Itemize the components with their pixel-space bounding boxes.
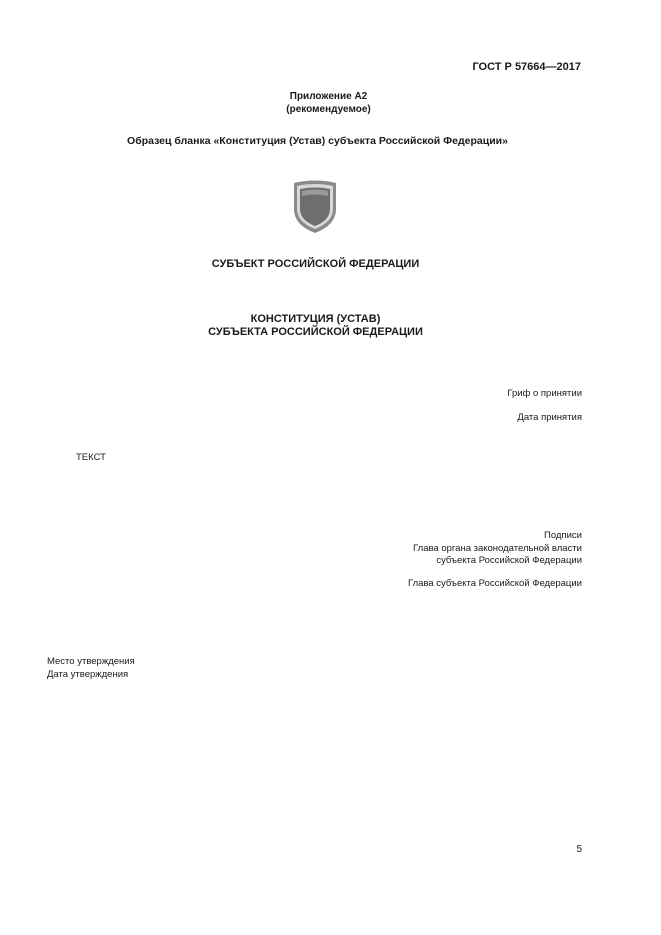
subject-heading-text: СУБЪЕКТ РОССИЙСКОЙ ФЕДЕРАЦИИ [211,258,420,270]
subject-heading [0,258,661,270]
appendix-subtitle: (рекомендуемое) [286,104,371,115]
coat-of-arms-shield-icon [292,179,338,234]
page-number: 5 [576,844,582,855]
sample-title-text: Образец бланка «Конституция (Устав) субъекта Российской Федерации» [127,135,508,147]
appendix-title: Приложение А2 [289,91,368,102]
document-code: ГОСТ Р 57664—2017 [472,61,581,73]
adoption-block [507,388,582,401]
signature-head-block [408,578,582,591]
document-title-line1: КОНСТИТУЦИЯ (УСТАВ) [250,313,381,325]
body-text-placeholder: ТЕКСТ [76,452,106,463]
signature-legislature-line2: субъекта Российской Федерации [436,555,582,566]
adoption-stamp: Гриф о принятии [507,388,582,399]
signatures-block [413,530,582,568]
signature-legislature-line1: Глава органа законодательной власти [413,542,582,554]
sample-title [0,135,661,147]
appendix-heading [0,90,661,116]
adoption-date: Дата принятия [517,412,582,423]
signatures-title: Подписи [544,530,582,541]
adoption-date-block [517,412,582,425]
approval-place: Место утверждения [47,656,135,667]
document-title-line2: СУБЪЕКТА РОССИЙСКОЙ ФЕДЕРАЦИИ [208,326,423,338]
document-title [0,313,661,339]
approval-date: Дата утверждения [47,668,129,680]
approval-block [47,656,135,681]
signature-head: Глава субъекта Российской Федерации [408,578,582,589]
